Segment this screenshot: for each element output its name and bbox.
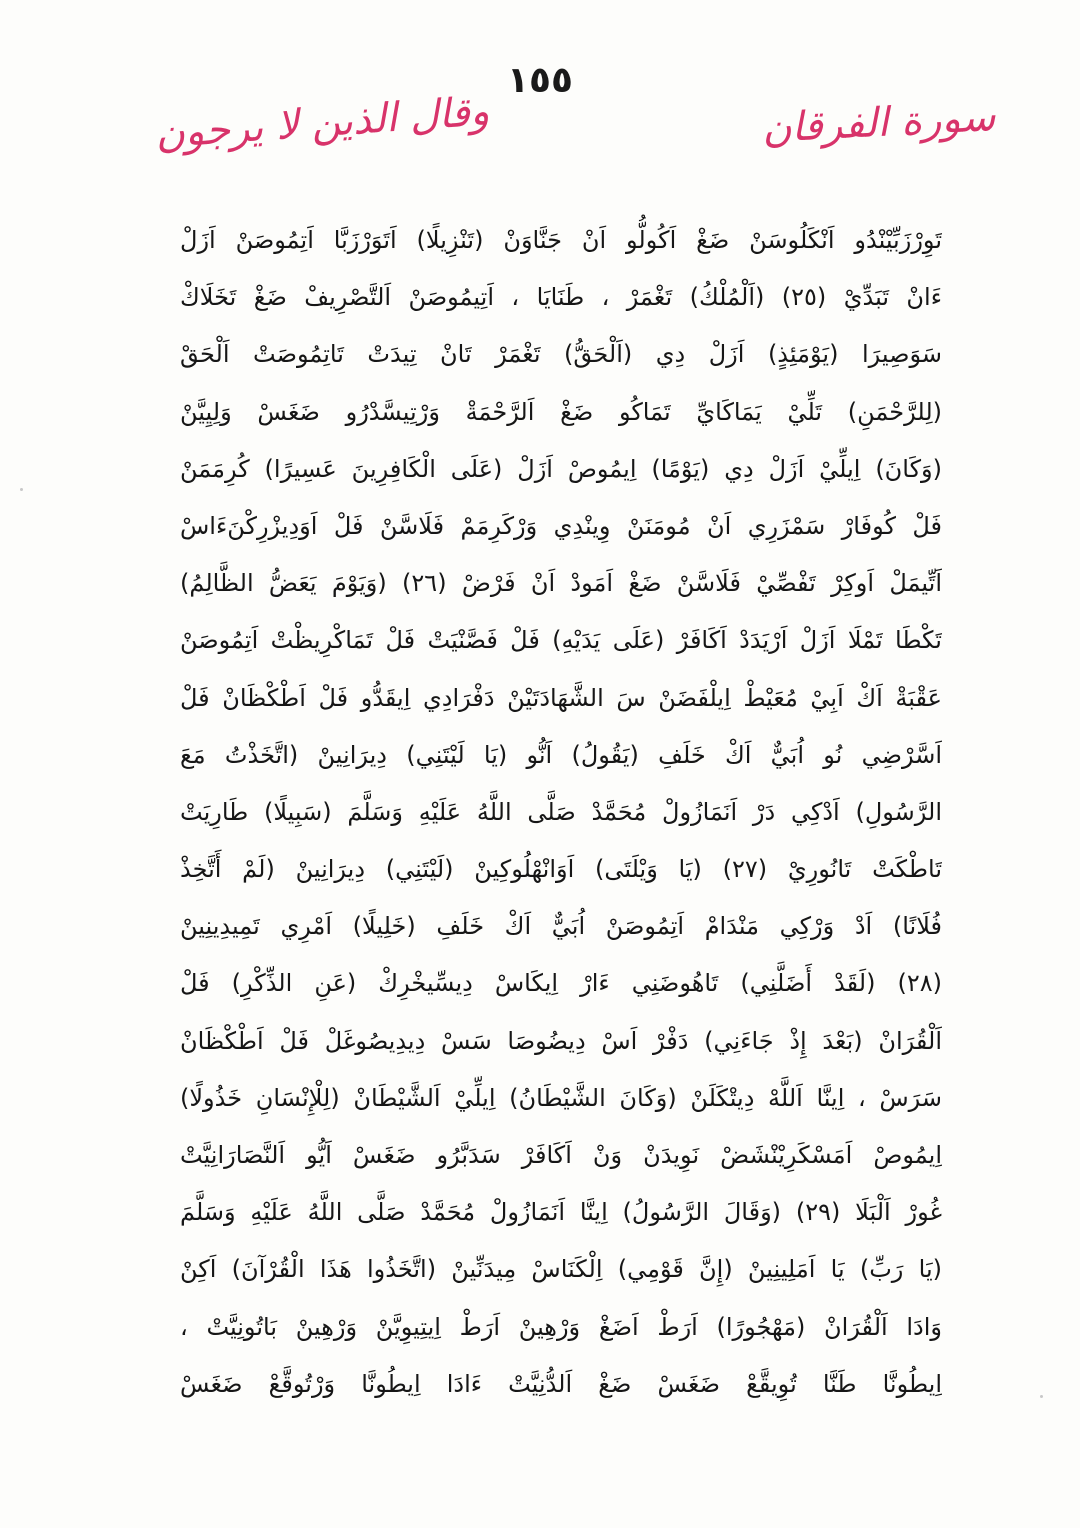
text-body: [180, 212, 942, 1413]
text-line: عَقْبَةْ اَكْ اَبِيْ مُعَيْطْ اِيلْفَضَنْ سَ الشَّهَادَتَيْنْ دَفْرَادِي اِيقَدُّو فَلْ اَطْكْظَانْ فَلْ: [180, 683, 942, 712]
text-line: سَرَسْ ، اِينَّا اَللَّهْ دِيتْكَلَنْ (وَكَانَ الشَّيْطَانُ) اِيلِّيْ اَلشَّيْطَانْ (لِلْإِنْسَانِ خَذُولًا): [180, 1083, 942, 1112]
text-line: اِيمُوصْ اَمَسْكَرِيْنْشَضْ نَوِيدَنْ وَنْ اَكَافَرْ سَدَبَّرُو ضَغَسْ اَيُّو اَلنَّصَارَانِيَّتْ: [180, 1141, 942, 1169]
text-line: تَكْطَا تَمْلَا اَزَلْ اَرْيَدَدْ اَكَافَرْ (عَلَى يَدَيْهِ) فَلْ فَصَّنْيَتْ فَلْ تَمَاكْرِيظْتْ اَتِمُوصَنْ: [180, 626, 942, 655]
text-line: اَلْقُرَانْ (بَعْدَ إِذْ جَاءَنِي) دَفْرْ اَسْ دِيضُوصَا سَسْ دِيدِيصُوغَلْ فَلْ اَطْكْظَانْ: [180, 1026, 942, 1055]
text-line: (يَا رَبِّ) يَا اَمَلِينِينْ (إِنَّ قَوْمِي) اِلْكَنَاسْ مِيدَنِّينْ (اتَّخَذُوا هَذَا الْقُرْآنَ) اَكِنْ: [180, 1255, 942, 1284]
text-line: (لِلرَّحْمَنِ) تَلِّيْ يَمَاكَايِّ تَمَاكُو ضَغْ اَلرَّحْمَةْ وَرْتِيسَّدْرُو ضَغَسْ وَلِيِيَّنْ: [180, 397, 942, 426]
paper-speck: [1040, 1395, 1043, 1398]
text-line: تَوِرْزَبِّيْنْدُو اَنْكَلُوسَنْ ضَغْ اَكُولُّو اَنْ جَنَّاوَنْ (تَنْزِيلًا) اَتَوَرْزَبَّا اَتِمُوصَنْ اَزَلْ: [180, 226, 942, 254]
page-number: ١٥٥: [507, 60, 573, 101]
paper-speck: [20, 488, 23, 491]
text-line: فُلَانًا) اَدْ وَرْكِي مَنْدَامْ اَتِمُوصَنْ اُبَيٌّ اَكْ خَلَفِ (خَلِيلًا) اَمْرِي تَمِيدِينِينْ: [180, 912, 942, 941]
text-line: (وَكَانَ) اِيلِّيْ اَزَلْ دِي (يَوْمًا) اِيمُوصْ اَزَلْ (عَلَى الْكَافِرِينَ عَسِيرًا) كُرِمَمَنْ: [180, 454, 942, 483]
text-line: الرَّسُولِ) اَدْكِي دَرْ اَنَمَازُولْ مُحَمَّدْ صَلَّى اللَّهُ عَلَيْهِ وَسَلَّمَ (سَبِيلًا) طَارِيَتْ: [180, 797, 942, 826]
text-line: تَاطْكَتْ تَانُورِيْ (٢٧) (يَا وَيْلَتَى) اَوَانْهْلُوكِينْ (لَيْتَنِي) دِيرَانِينْ (لَمْ أَتَّخِذْ: [180, 855, 942, 884]
text-line: اَتِّيمَلْ اَوكِرْ تَفْصِّيْ فَلَاسَّنْ ضَغْ اَمَودْ اَنْ فَرْضْ (٢٦) (وَيَوْمَ يَعَضُّ الظَّالِمُ): [180, 569, 942, 598]
margin-note-right: سورة الفرقان: [760, 93, 997, 153]
text-line: ءَانْ تَبَدِّيْ (٢٥) (اَلْمُلْكُ) تَغْمَرْ ، طَنَايَا ، اَتِيمُوصَنْ اَلتَّصْرِيفْ ضَغْ تَخَلَاكْ: [180, 283, 942, 312]
text-line: اِيطُونَّا طَنَّا تُوِيقَّعْ ضَغَسْ ضَغْ اَلدُّنِيَّتْ ءَادَا اِيطُونَّا وَرْتُوقَّعْ ضَغَسْ: [180, 1369, 942, 1398]
text-line: وَادَا اَلْقُرَانْ (مَهْجُورًا) اَرَطْ اَضَغْ وَرْهِينْ اَرَطْ اِيتِيوِيَّنْ وَرْهِينْ بَاتُونِيَّتْ ،: [180, 1312, 942, 1341]
text-line: (٢٨) (لَقَدْ أَضَلَّنِي) تَاهُوضَنِي ءَارْ اِيكَاسْ دِيسِّيخْرِكْ (عَنِ الذِّكْرِ) فَلْ: [180, 969, 942, 998]
margin-note-left: وقال الذين لا يرجون: [153, 88, 491, 158]
text-line: فَلْ كُوفَارْ سَمْزَرِي اَنْ مُومَنَنْ وِينْدِي وَرْكَرِمَمْ فَلَاسَّنْ فَلْ اَوَدِيزْرِكْنَءَاسْ: [180, 511, 942, 540]
text-line: غُورْ اَلْبَلَا (٢٩) (وَقَالَ الرَّسُولُ) اِينَّا اَنَمَازُولْ مُحَمَّدْ صَلَّى اللَّهُ عَلَيْهِ وَسَلَّمَ: [180, 1198, 942, 1227]
text-line: سَوَصِيرَا (يَوْمَئِذٍ) اَزَلْ دِي (اَلْحَقُّ) تَغْمَرْ تَانْ تِيدَتْ تَاتِمُوصَتْ اَلْحَقْ: [180, 340, 942, 369]
text-line: اَسَّرْضِي نُو اُبَيٌّ اَكْ خَلَفِ (يَقُولُ) اَنُّو (يَا لَيْتَنِي) دِيرَانِينْ (اتَّخَذْتُ مَعَ: [180, 740, 942, 769]
